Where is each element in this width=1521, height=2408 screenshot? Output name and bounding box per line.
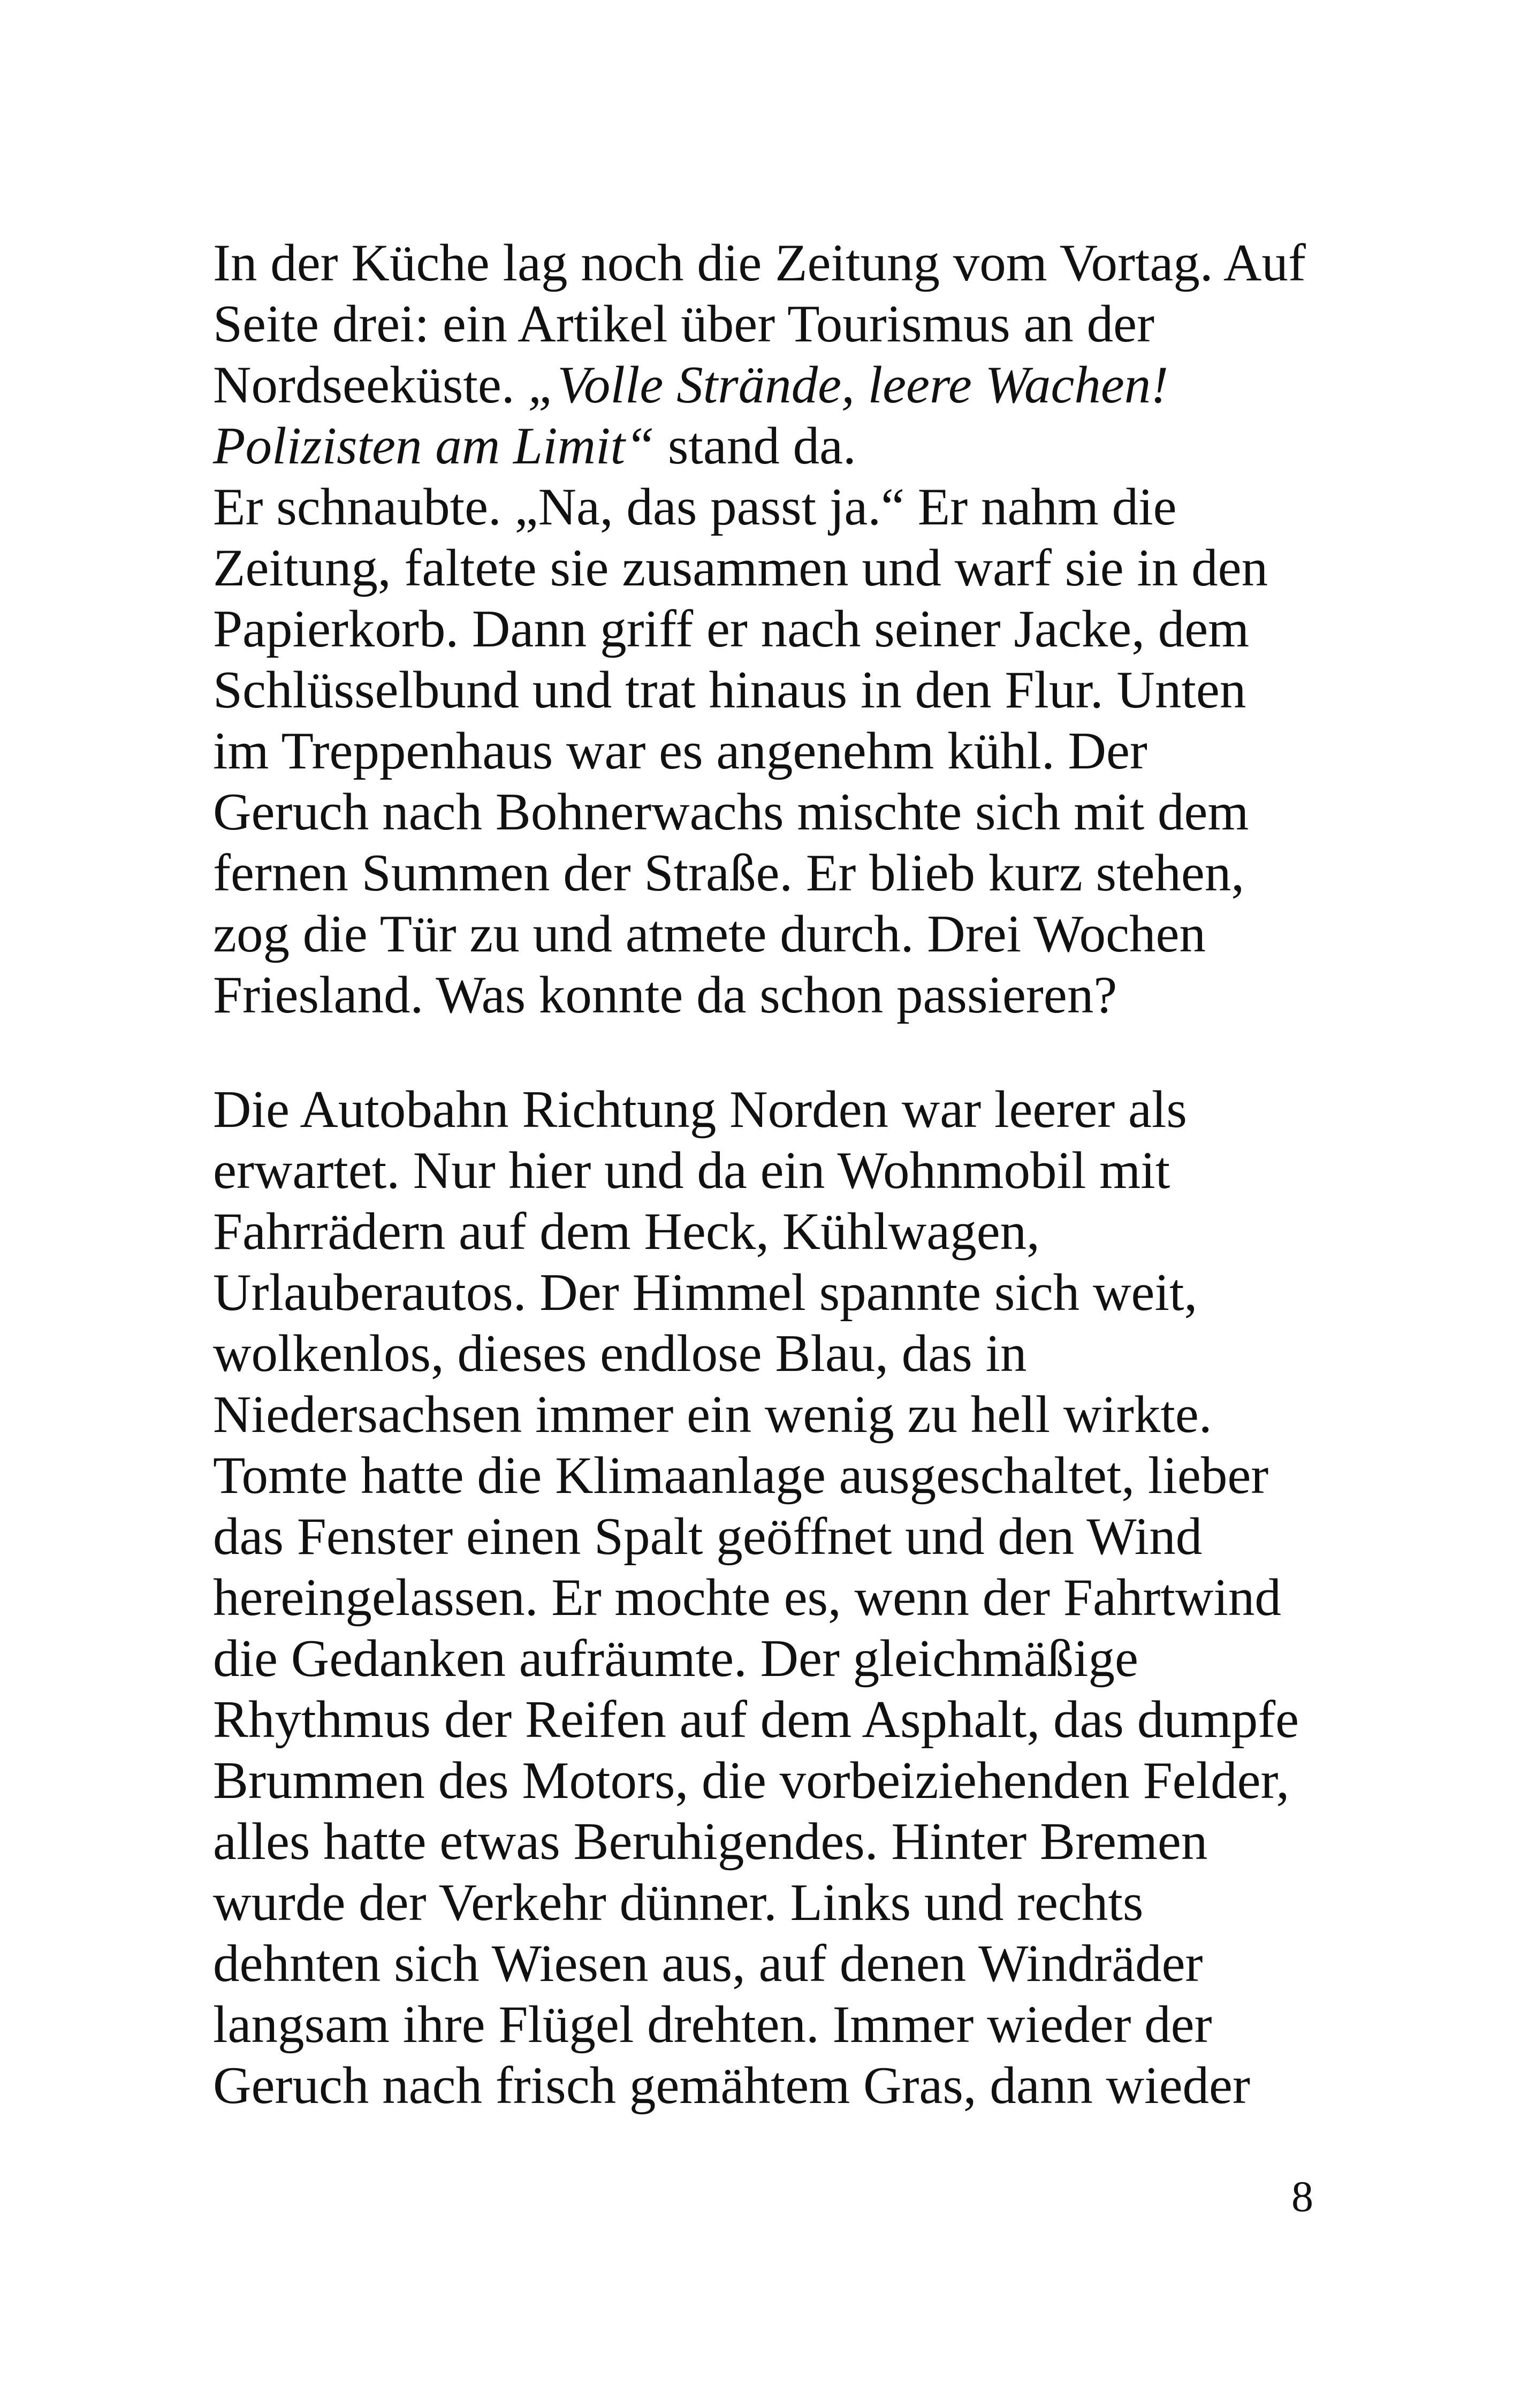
- text-line: Brummen des Motors, die vorbeiziehenden Felder,: [213, 1751, 1290, 1810]
- text-line: langsam ihre Flügel drehten. Immer wieder der: [213, 1995, 1212, 2054]
- text-line: In der Küche lag noch die Zeitung vom Vortag. Auf: [213, 234, 1306, 292]
- text-line: Friesland. Was konnte da schon passieren?: [213, 966, 1117, 1024]
- text-line: dehnten sich Wiesen aus, auf denen Windräder: [213, 1934, 1203, 1993]
- text-line: im Treppenhaus war es angenehm kühl. Der: [213, 722, 1147, 780]
- page-number: 8: [1291, 2172, 1313, 2221]
- text-line: alles hatte etwas Beruhigendes. Hinter Bremen: [213, 1812, 1208, 1871]
- text-segment: stand da.: [655, 417, 856, 475]
- text-line: Rhythmus der Reifen auf dem Asphalt, das dumpfe: [213, 1690, 1299, 1749]
- text-line: Schlüsselbund und trat hinaus in den Flur. Unten: [213, 661, 1246, 719]
- text-line: Zeitung, faltete sie zusammen und warf sie in den: [213, 539, 1268, 597]
- text-line: Niedersachsen immer ein wenig zu hell wirkte.: [213, 1385, 1212, 1444]
- text-line: Geruch nach Bohnerwachs mischte sich mit dem: [213, 783, 1249, 841]
- text-line: das Fenster einen Spalt geöffnet und den Wind: [213, 1507, 1203, 1566]
- text-line: Urlauberautos. Der Himmel spannte sich weit,: [213, 1263, 1198, 1322]
- paragraph-1: [213, 233, 1332, 1026]
- text-line: fernen Summen der Straße. Er blieb kurz stehen,: [213, 844, 1245, 902]
- text-line: [213, 416, 1332, 477]
- text-line: wurde der Verkehr dünner. Links und rechts: [213, 1873, 1144, 1932]
- text-line: Fahrrädern auf dem Heck, Kühlwagen,: [213, 1202, 1040, 1261]
- newspaper-headline-italic: „Volle Strände, leere Wachen!: [528, 356, 1169, 414]
- text-line: die Gedanken aufräumte. Der gleichmäßige: [213, 1629, 1138, 1688]
- text-line: Er schnaubte. „Na, das passt ja.“ Er nahm die: [213, 478, 1177, 536]
- text-line: [213, 355, 1332, 416]
- text-line: zog die Tür zu und atmete durch. Drei Wochen: [213, 905, 1206, 963]
- text-segment: Nordseeküste.: [213, 356, 528, 414]
- text-line: Seite drei: ein Artikel über Tourismus an der: [213, 295, 1155, 353]
- text-line: hereingelassen. Er mochte es, wenn der Fahrtwind: [213, 1568, 1281, 1627]
- text-line: wolkenlos, dieses endlose Blau, das in: [213, 1324, 1027, 1383]
- text-line: Geruch nach frisch gemähtem Gras, dann wieder: [213, 2056, 1250, 2115]
- paragraph-2: [213, 1079, 1332, 2116]
- text-line: Papierkorb. Dann griff er nach seiner Jacke, dem: [213, 600, 1250, 658]
- text-line: Die Autobahn Richtung Norden war leerer als: [213, 1080, 1187, 1139]
- newspaper-headline-italic: Polizisten am Limit“: [213, 417, 655, 475]
- text-line: Tomte hatte die Klimaanlage ausgeschaltet, lieber: [213, 1446, 1269, 1505]
- text-line: erwartet. Nur hier und da ein Wohnmobil mit: [213, 1141, 1170, 1200]
